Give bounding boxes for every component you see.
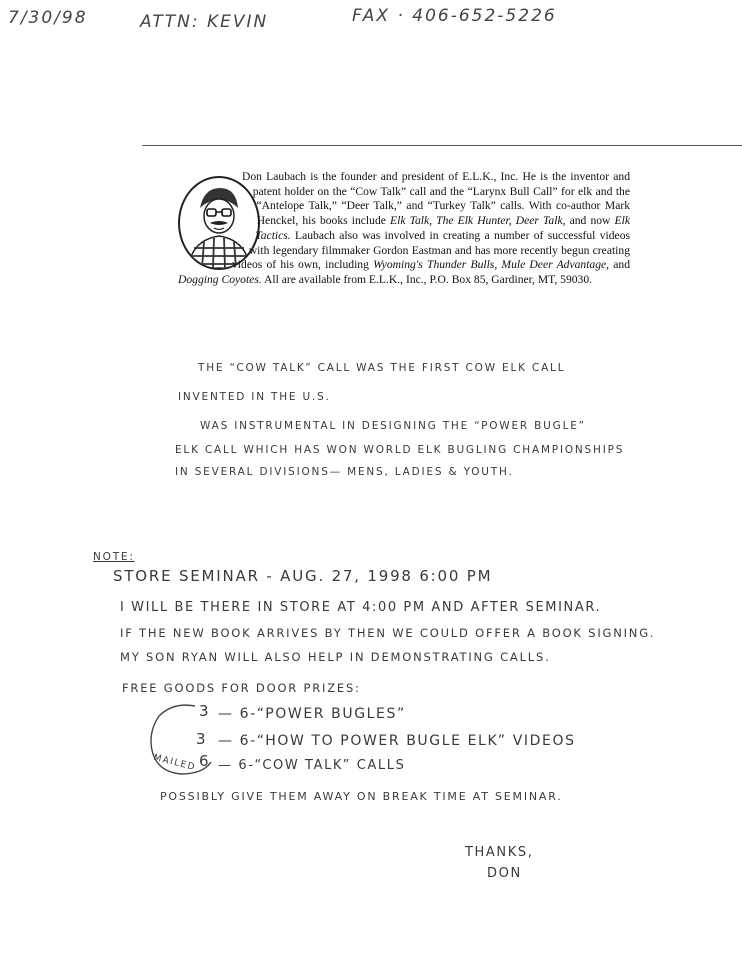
mailed-note: MAILED bbox=[152, 752, 197, 774]
note-line-arrival: I WILL BE THERE IN STORE AT 4:00 PM AND AFTER SEMINAR. bbox=[120, 600, 602, 615]
fax-date: 7/30/98 bbox=[8, 8, 88, 28]
note-power-bugle-line2: ELK CALL WHICH HAS WON WORLD ELK BUGLING CHAMPIONSHIPS bbox=[175, 444, 625, 456]
fax-number: FAX · 406-652-5226 bbox=[352, 6, 557, 26]
fax-attention: ATTN: KEVIN bbox=[140, 12, 269, 32]
note-line-son-ryan: MY SON RYAN WILL ALSO HELP IN DEMONSTRATING CALLS. bbox=[120, 650, 551, 664]
prize-item-2: — 6-“HOW TO POWER BUGLE ELK” VIDEOS bbox=[218, 733, 576, 749]
prize-qty-2: 3 bbox=[196, 730, 208, 748]
note-line-free-goods: FREE GOODS FOR DOOR PRIZES: bbox=[122, 681, 361, 695]
signoff-thanks: THANKS, bbox=[465, 845, 534, 860]
note-cow-talk-line1: THE “COW TALK” CALL WAS THE FIRST COW ELK CALL bbox=[198, 362, 566, 374]
prize-qty-3: 6 bbox=[199, 752, 211, 770]
note-power-bugle-line1: WAS INSTRUMENTAL IN DESIGNING THE “POWER BUGLE” bbox=[200, 420, 586, 432]
prize-item-1: — 6-“POWER BUGLES” bbox=[218, 706, 406, 722]
note-cow-talk-line2: INVENTED IN THE U.S. bbox=[178, 391, 331, 403]
note-power-bugle-line3: IN SEVERAL DIVISIONS— MENS, LADIES & YOUTH. bbox=[175, 466, 514, 478]
signoff-name: DON bbox=[487, 866, 522, 881]
divider-rule bbox=[142, 145, 742, 146]
note-line-giveaway: POSSIBLY GIVE THEM AWAY ON BREAK TIME AT SEMINAR. bbox=[160, 790, 563, 803]
prize-item-3: — 6-“COW TALK” CALLS bbox=[218, 758, 406, 773]
note-line-book-signing: IF THE NEW BOOK ARRIVES BY THEN WE COULD OFFER A BOOK SIGNING. bbox=[120, 626, 656, 640]
author-bio-text: Don Laubach is the founder and president of E.L.K., Inc. He is the inventor and patent holder on the “Cow Talk” call and the “Larynx Bull Call” for elk and the “Antelope Talk,” “Deer Talk,” and “Turkey Talk” calls. With co-author Mark Henckel, his books include Elk Talk, The Elk Hunter, Deer Talk, and now Elk Tactics. Laubach also was involved in creating a number of successful videos with legendary filmmaker Gordon Eastman and has more recently begun creating videos of his own, including Wyoming's Thunder Bulls, Mule Deer Advantage, and Dogging Coyotes. All are available from E.L.K., Inc., P.O. Box 85, Gardiner, MT, 59030. bbox=[178, 170, 631, 286]
store-seminar-line: STORE SEMINAR - AUG. 27, 1998 6:00 PM bbox=[113, 567, 493, 585]
note-label: NOTE: bbox=[93, 551, 135, 563]
prize-qty-1: 3 bbox=[199, 702, 211, 720]
